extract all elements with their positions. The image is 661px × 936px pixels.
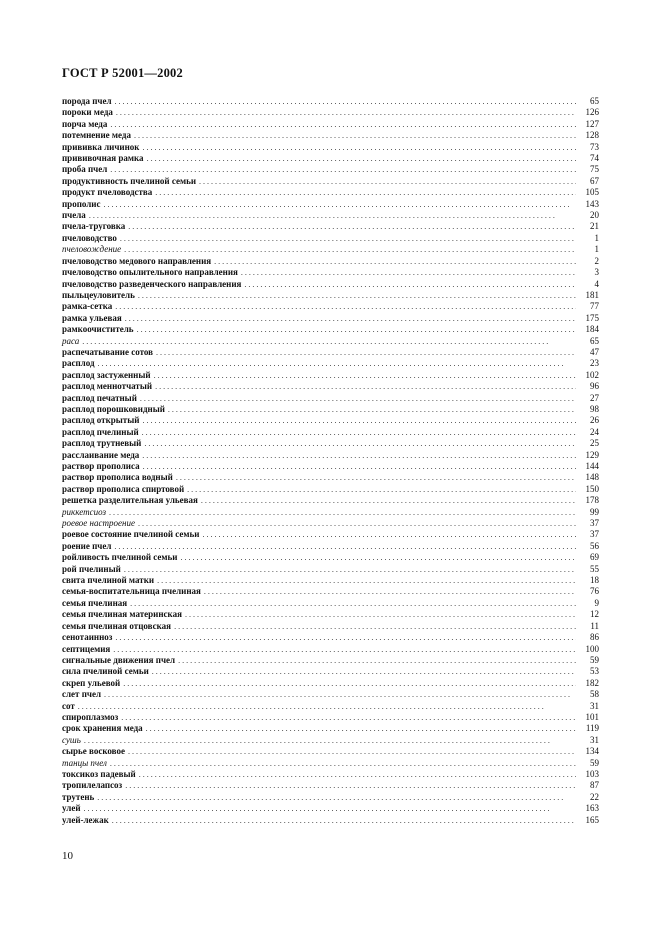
- page-number: 10: [62, 850, 73, 862]
- dot-leader: [115, 632, 576, 643]
- dot-leader: [142, 427, 576, 438]
- index-page-number: 74: [590, 153, 599, 164]
- index-term: расплод: [62, 358, 95, 369]
- index-entry: [62, 735, 599, 746]
- dot-leader: [121, 712, 576, 723]
- index-entry: [62, 393, 599, 404]
- index-page-number: 75: [590, 164, 599, 175]
- index-entry: [62, 142, 599, 153]
- index-page-number: 9: [594, 597, 599, 608]
- index-entry: [62, 347, 599, 358]
- index-page-number: 184: [585, 324, 599, 335]
- index-entry: [62, 176, 599, 187]
- index-entry: [62, 472, 599, 483]
- index-entry: [62, 233, 599, 244]
- dot-leader: [104, 199, 577, 210]
- index-term: распечатывание сотов: [62, 346, 154, 357]
- index-entry: [62, 723, 599, 734]
- dot-leader: [109, 507, 576, 518]
- index-page-number: 102: [585, 369, 599, 380]
- dot-leader: [125, 780, 576, 791]
- index-term: роение пчел: [62, 540, 112, 551]
- index-entry: [62, 404, 599, 415]
- dot-leader: [89, 210, 576, 221]
- dot-leader: [155, 187, 576, 198]
- index-term: токсикоз падевый: [62, 768, 136, 779]
- index-page-number: 105: [585, 187, 599, 198]
- dot-leader: [78, 701, 576, 712]
- index-term: тропилелапсоз: [62, 780, 123, 791]
- dot-leader: [155, 381, 576, 392]
- index-entry: [62, 290, 599, 301]
- index-entry: [62, 632, 599, 643]
- index-page-number: 31: [590, 700, 599, 711]
- dot-leader: [125, 313, 576, 324]
- index-entry: [62, 666, 599, 677]
- index-entry: [62, 792, 599, 803]
- dot-leader: [115, 96, 576, 107]
- index-page-number: 58: [590, 689, 599, 700]
- index-term: семья-воспитательница пчелиная: [62, 586, 201, 597]
- index-entry: [62, 529, 599, 540]
- dot-leader: [110, 119, 576, 130]
- dot-leader: [142, 142, 576, 153]
- dot-leader: [140, 393, 576, 404]
- index-entry: [62, 279, 599, 290]
- index-term: трутень: [62, 791, 95, 802]
- index-page-number: 178: [585, 495, 599, 506]
- index-page-number: 148: [585, 472, 599, 483]
- index-entry: [62, 187, 599, 198]
- index-term: продуктивность пчелиной семьи: [62, 175, 197, 186]
- index-term: пчеловождение: [62, 244, 122, 255]
- index-entry: [62, 370, 599, 381]
- dot-leader: [152, 666, 576, 677]
- index-page-number: 181: [585, 289, 599, 300]
- index-page-number: 119: [585, 723, 599, 734]
- index-entry: [62, 96, 599, 107]
- index-term: пороки меда: [62, 107, 113, 118]
- index-page-number: 65: [590, 335, 599, 346]
- dot-leader: [176, 472, 576, 483]
- dot-leader: [134, 130, 576, 141]
- index-page-number: 11: [590, 620, 599, 631]
- index-page-number: 87: [590, 780, 599, 791]
- document-header: ГОСТ Р 52001—2002: [62, 66, 183, 80]
- dot-leader: [185, 609, 576, 620]
- index-entry: [62, 689, 599, 700]
- dot-leader: [120, 233, 576, 244]
- index-page-number: 144: [585, 461, 599, 471]
- index-term: раствор прополиса: [62, 461, 140, 471]
- index-term: расплод трутневый: [62, 438, 142, 449]
- index-entry: [62, 358, 599, 369]
- dot-leader: [187, 484, 576, 495]
- index-term: расплод порошковидный: [62, 403, 165, 414]
- dot-leader: [138, 518, 576, 529]
- dot-leader: [124, 564, 576, 575]
- index-page-number: 134: [585, 746, 599, 757]
- index-page-number: 129: [585, 449, 599, 460]
- index-page-number: 175: [585, 312, 599, 323]
- index-entry: [62, 301, 599, 312]
- index-term: сенотаинноз: [62, 632, 113, 643]
- index-page-number: 103: [585, 768, 599, 779]
- index-entry: [62, 586, 599, 597]
- index-term: спироплазмоз: [62, 711, 119, 722]
- index-page-number: 182: [585, 677, 599, 688]
- index-entry: [62, 107, 599, 118]
- dot-leader: [143, 461, 576, 472]
- index-term: семья пчелиная материнская: [62, 609, 182, 620]
- dot-leader: [128, 746, 576, 757]
- dot-leader: [147, 153, 576, 164]
- dot-leader: [110, 164, 576, 175]
- index-term: рамка ульевая: [62, 312, 122, 323]
- dot-leader: [130, 598, 576, 609]
- index-term: пчеловодство: [62, 232, 117, 243]
- index-term: слет пчел: [62, 689, 102, 700]
- index-page-number: 127: [585, 118, 599, 129]
- term-index: [62, 96, 599, 826]
- index-term: расплод печатный: [62, 392, 137, 403]
- index-entry: [62, 210, 599, 221]
- dot-leader: [154, 370, 576, 381]
- index-entry: [62, 130, 599, 141]
- index-term: сушь: [62, 734, 81, 745]
- index-term: скреп ульевой: [62, 677, 121, 688]
- index-term: семья пчелиная: [62, 597, 128, 608]
- dot-leader: [142, 450, 576, 461]
- index-term: рой пчелиный: [62, 563, 121, 574]
- dot-leader: [204, 586, 576, 597]
- index-entry: [62, 746, 599, 757]
- index-term: продукт пчеловодства: [62, 187, 153, 198]
- index-page-number: 69: [590, 552, 599, 563]
- index-entry: [62, 575, 599, 586]
- index-page-number: 1: [594, 232, 599, 243]
- index-term: расплод пчелиный: [62, 426, 139, 437]
- index-entry: [62, 336, 599, 347]
- index-entry: [62, 609, 599, 620]
- index-entry: [62, 244, 599, 255]
- dot-leader: [138, 290, 576, 301]
- index-term: рамкоочиститель: [62, 324, 134, 335]
- index-term: пыльцеуловитель: [62, 289, 135, 300]
- index-term: пчеловодство медового направления: [62, 255, 212, 266]
- index-page-number: 165: [585, 814, 599, 825]
- index-entry: [62, 701, 599, 712]
- index-page-number: 24: [590, 426, 599, 437]
- index-page-number: 37: [590, 529, 599, 540]
- index-page-number: 47: [590, 346, 599, 357]
- index-page-number: 65: [590, 96, 599, 106]
- dot-leader: [202, 529, 576, 540]
- index-entry: [62, 678, 599, 689]
- dot-leader: [157, 575, 576, 586]
- index-entry: [62, 564, 599, 575]
- index-page-number: 163: [585, 803, 599, 814]
- dot-leader: [84, 735, 576, 746]
- index-page-number: 77: [590, 301, 599, 312]
- index-term: ройливость пчелиной семьи: [62, 552, 178, 563]
- index-entry: [62, 119, 599, 130]
- index-entry: [62, 769, 599, 780]
- index-page-number: 25: [590, 438, 599, 449]
- dot-leader: [142, 415, 576, 426]
- index-page-number: 76: [590, 586, 599, 597]
- index-page-number: 53: [590, 666, 599, 677]
- index-page-number: 100: [585, 643, 599, 654]
- index-term: сила пчелиной семьи: [62, 666, 149, 677]
- dot-leader: [113, 644, 576, 655]
- index-page-number: 86: [590, 632, 599, 643]
- index-term: пчела: [62, 210, 86, 221]
- index-term: роевое настроение: [62, 518, 135, 529]
- index-entry: [62, 415, 599, 426]
- index-term: семья пчелиная отцовская: [62, 620, 172, 631]
- dot-leader: [137, 324, 576, 335]
- index-entry: [62, 655, 599, 666]
- index-term: прививочная рамка: [62, 153, 144, 164]
- dot-leader: [144, 438, 576, 449]
- dot-leader: [241, 267, 576, 278]
- index-term: прививка личинок: [62, 141, 140, 152]
- dot-leader: [98, 358, 576, 369]
- index-entry: [62, 780, 599, 791]
- index-page-number: 55: [590, 563, 599, 574]
- index-page-number: 2: [594, 255, 599, 266]
- index-term: сигнальные движения пчел: [62, 654, 176, 665]
- dot-leader: [123, 678, 576, 689]
- dot-leader: [116, 107, 576, 118]
- index-page-number: 98: [590, 403, 599, 414]
- index-entry: [62, 381, 599, 392]
- index-term: роевое состояние пчелиной семьи: [62, 529, 200, 540]
- dot-leader: [128, 221, 576, 232]
- index-term: расслаивание меда: [62, 449, 140, 460]
- index-page-number: 126: [585, 107, 599, 118]
- dot-leader: [110, 758, 576, 769]
- index-page-number: 23: [590, 358, 599, 369]
- index-term: улей: [62, 803, 81, 814]
- index-term: проба пчел: [62, 164, 108, 175]
- dot-leader: [244, 279, 576, 290]
- index-term: раса: [62, 335, 80, 346]
- index-entry: [62, 598, 599, 609]
- index-term: срок хранения меда: [62, 723, 143, 734]
- index-page-number: 1: [594, 244, 599, 255]
- dot-leader: [84, 803, 576, 814]
- index-term: раствор прополиса спиртовой: [62, 483, 185, 494]
- dot-leader: [139, 769, 576, 780]
- index-entry: [62, 221, 599, 232]
- index-entry: [62, 267, 599, 278]
- index-term: танцы пчел: [62, 757, 107, 768]
- index-page-number: 128: [585, 130, 599, 141]
- index-page-number: 56: [590, 540, 599, 551]
- index-entry: [62, 427, 599, 438]
- index-entry: [62, 518, 599, 529]
- dot-leader: [112, 815, 576, 826]
- index-term: расплод открытый: [62, 415, 140, 426]
- dot-leader: [115, 301, 576, 312]
- index-page-number: 12: [590, 609, 599, 620]
- index-page-number: 59: [590, 757, 599, 768]
- dot-leader: [168, 404, 576, 415]
- index-term: прополис: [62, 198, 101, 209]
- index-entry: [62, 461, 599, 472]
- index-page-number: 20: [590, 210, 599, 221]
- index-page-number: 73: [590, 141, 599, 152]
- index-entry: [62, 541, 599, 552]
- index-entry: [62, 712, 599, 723]
- index-page-number: 150: [585, 483, 599, 494]
- index-entry: [62, 644, 599, 655]
- index-entry: [62, 438, 599, 449]
- dot-leader: [178, 655, 576, 666]
- dot-leader: [114, 541, 576, 552]
- index-term: рамка-сетка: [62, 301, 113, 312]
- index-page-number: 143: [585, 198, 599, 209]
- index-page-number: 31: [590, 734, 599, 745]
- index-entry: [62, 803, 599, 814]
- dot-leader: [214, 256, 576, 267]
- index-page-number: 96: [590, 381, 599, 392]
- index-page-number: 3: [594, 267, 599, 278]
- index-entry: [62, 313, 599, 324]
- index-term: расплод застуженный: [62, 369, 151, 380]
- dot-leader: [156, 347, 576, 358]
- index-term: решетка разделительная ульевая: [62, 495, 198, 506]
- index-page-number: 21: [590, 221, 599, 232]
- dot-leader: [82, 336, 576, 347]
- dot-leader: [97, 792, 576, 803]
- index-entry: [62, 324, 599, 335]
- index-page-number: 37: [590, 518, 599, 529]
- index-term: улей-лежак: [62, 814, 109, 825]
- index-entry: [62, 164, 599, 175]
- dot-leader: [124, 244, 576, 255]
- index-entry: [62, 256, 599, 267]
- index-entry: [62, 199, 599, 210]
- index-term: пчеловодство разведенческого направления: [62, 278, 242, 289]
- dot-leader: [146, 723, 576, 734]
- dot-leader: [180, 552, 576, 563]
- dot-leader: [199, 176, 576, 187]
- index-term: сот: [62, 700, 75, 711]
- index-page-number: 22: [590, 791, 599, 802]
- index-term: порча меда: [62, 118, 108, 129]
- index-page-number: 99: [590, 506, 599, 517]
- index-entry: [62, 621, 599, 632]
- index-term: потемнение меда: [62, 130, 131, 141]
- index-term: пчела-труговка: [62, 221, 126, 232]
- dot-leader: [201, 495, 576, 506]
- index-entry: [62, 153, 599, 164]
- index-entry: [62, 758, 599, 769]
- index-entry: [62, 484, 599, 495]
- index-term: расплод меннотчатый: [62, 381, 153, 392]
- index-page-number: 67: [590, 175, 599, 186]
- index-term: септицемия: [62, 643, 111, 654]
- index-term: раствор прополиса водный: [62, 472, 173, 483]
- index-page-number: 101: [585, 711, 599, 722]
- dot-leader: [174, 621, 576, 632]
- index-entry: [62, 495, 599, 506]
- index-term: риккетсиоз: [62, 506, 106, 517]
- index-entry: [62, 450, 599, 461]
- index-term: свита пчелиной матки: [62, 575, 155, 586]
- index-term: порода пчел: [62, 96, 112, 106]
- index-page-number: 18: [590, 575, 599, 586]
- index-term: пчеловодство опылительного направления: [62, 267, 238, 278]
- index-entry: [62, 815, 599, 826]
- index-page-number: 27: [590, 392, 599, 403]
- index-page-number: 59: [590, 654, 599, 665]
- index-page-number: 26: [590, 415, 599, 426]
- index-term: сырье восковое: [62, 746, 125, 757]
- index-entry: [62, 507, 599, 518]
- index-page-number: 4: [594, 278, 599, 289]
- dot-leader: [104, 689, 576, 700]
- index-entry: [62, 552, 599, 563]
